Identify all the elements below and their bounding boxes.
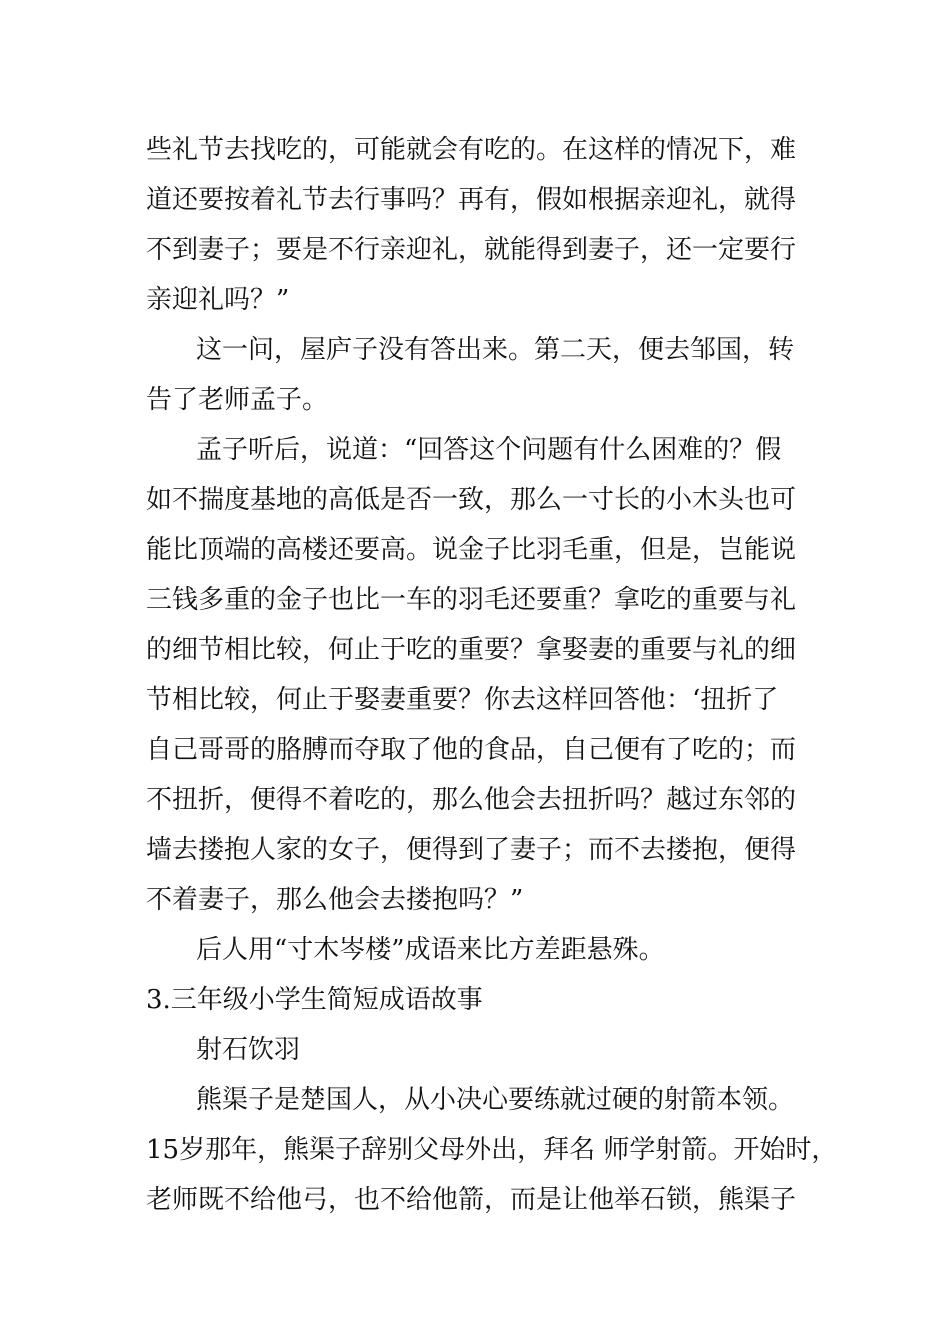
text-line: 如不揣度基地的高低是否一致，那么一寸长的小木头也可: [146, 485, 797, 515]
text-line: 些礼节去找吃的，可能就会有吃的。在这样的情况下，难: [146, 135, 797, 165]
section-heading: 3.三年级小学生简短成语故事: [146, 985, 483, 1015]
text-line: 自己哥哥的胳膊而夺取了他的食品，自己便有了吃的；而: [146, 735, 797, 765]
text-line: 熊渠子是楚国人，从小决心要练就过硬的射箭本领。: [196, 1085, 795, 1115]
text-line: 的细节相比较，何止于吃的重要？拿娶妻的重要与礼的细: [146, 635, 797, 665]
text-line: 不着妻子，那么他会去搂抱吗？”: [146, 885, 524, 915]
text-line: 后人用“寸木岑楼”成语来比方差距悬殊。: [196, 935, 665, 965]
text-line: 孟子听后，说道：“回答这个问题有什么困难的？假: [196, 435, 782, 465]
text-line: 15岁那年，熊渠子辞别父母外出，拜名 师学射箭。开始时，: [146, 1135, 838, 1165]
text-line: 道还要按着礼节去行事吗？再有，假如根据亲迎礼，就得: [146, 185, 797, 215]
text-line: 老师既不给他弓，也不给他箭，而是让他举石锁，熊渠子: [146, 1185, 797, 1215]
text-line: 这一问，屋庐子没有答出来。第二天，便去邹国，转: [196, 335, 795, 365]
text-line: 不到妻子；要是不行亲迎礼，就能得到妻子，还一定要行: [146, 235, 797, 265]
text-line: 不扭折，便得不着吃的，那么他会去扭折吗？越过东邻的: [146, 785, 797, 815]
text-line: 能比顶端的高楼还要高。说金子比羽毛重，但是，岂能说: [146, 535, 797, 565]
text-line: 墙去搂抱人家的女子，便得到了妻子；而不去搂抱，便得: [146, 835, 797, 865]
text-line: 节相比较，何止于娶妻重要？你去这样回答他：‘扭折了: [146, 685, 779, 715]
text-line: 告了老师孟子。: [146, 385, 329, 415]
text-line: 三钱多重的金子也比一车的羽毛还要重？拿吃的重要与礼: [146, 585, 797, 615]
text-line: 亲迎礼吗？”: [146, 285, 290, 315]
story-title: 射石饮羽: [196, 1035, 301, 1065]
